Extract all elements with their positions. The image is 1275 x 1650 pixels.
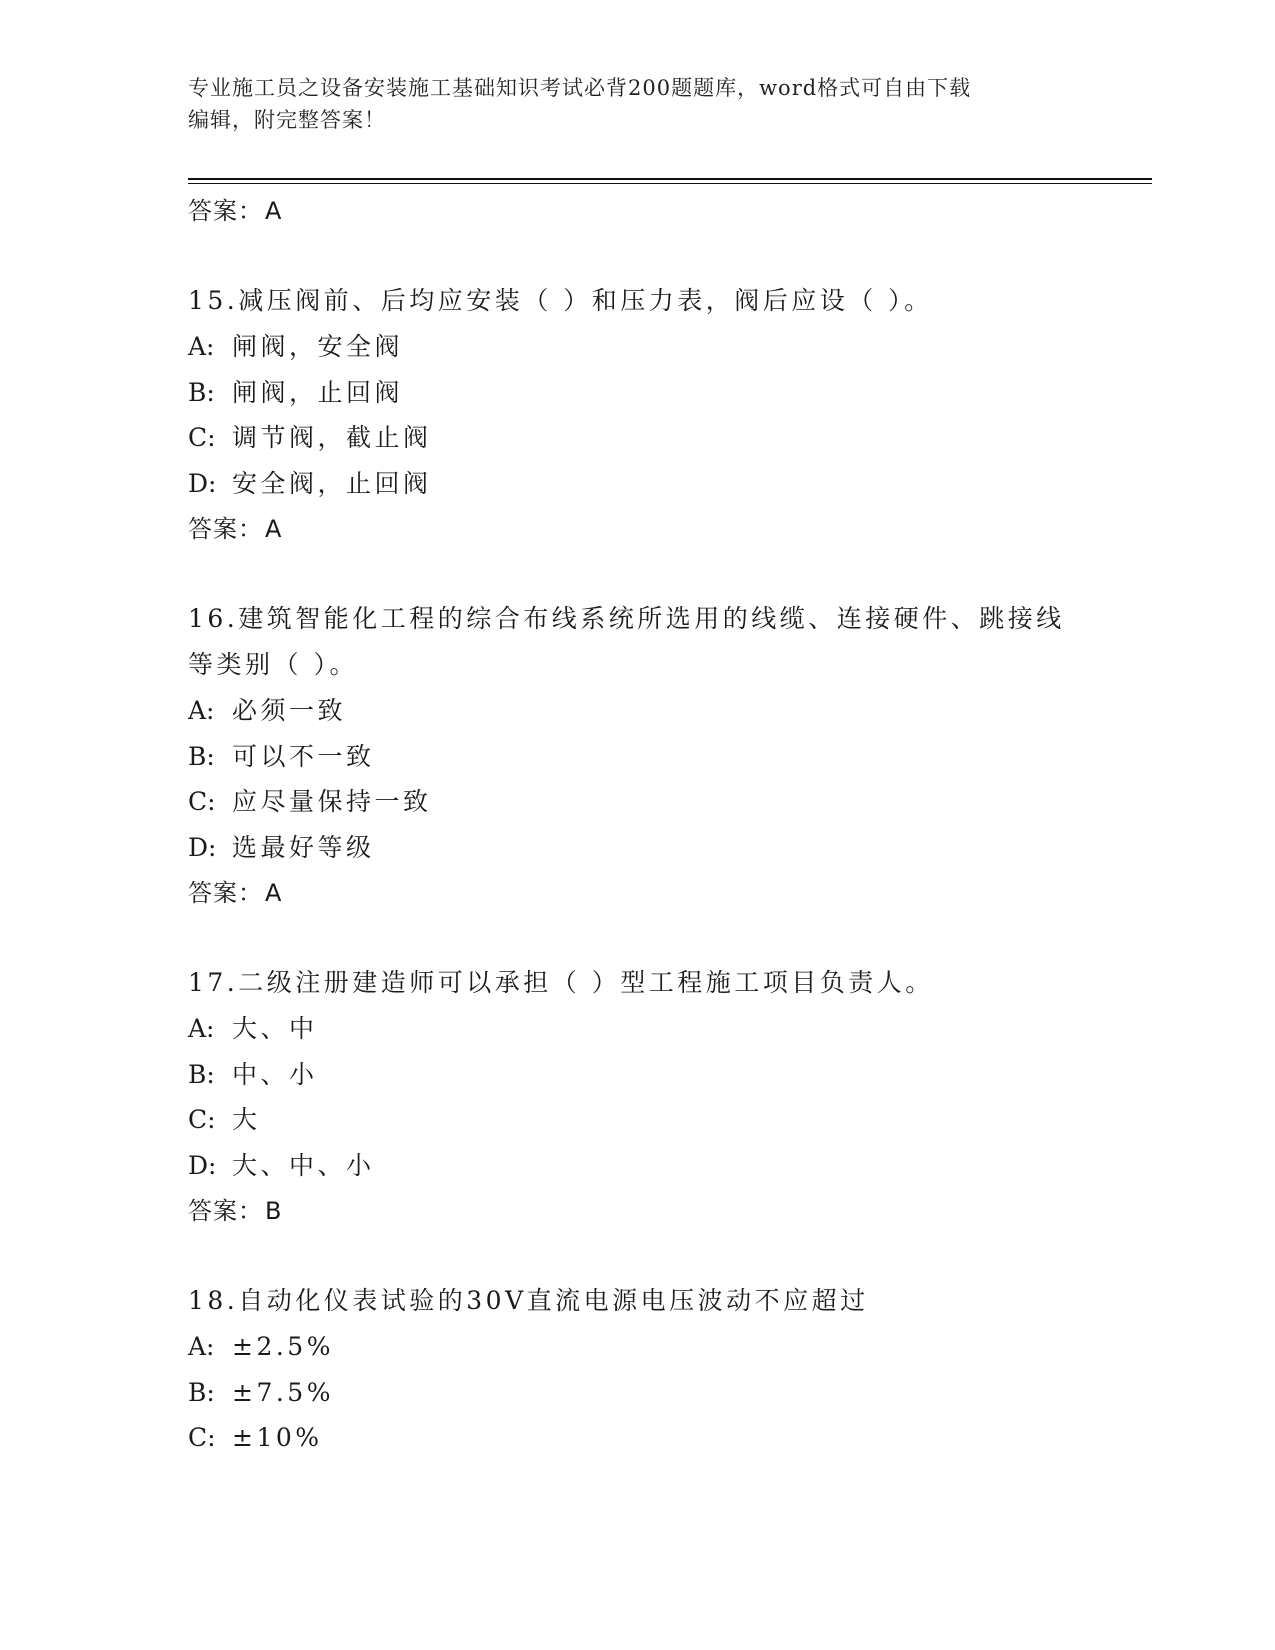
- answer-line: [188, 506, 1152, 552]
- answer-value: A: [265, 879, 283, 907]
- question-17: [188, 960, 1152, 1234]
- option-key: D:: [188, 468, 217, 498]
- question-15: [188, 278, 1152, 552]
- question-16: [188, 596, 1152, 916]
- option-key: C:: [188, 1105, 216, 1134]
- option-b: [188, 734, 1152, 780]
- header-divider-thin: [188, 183, 1152, 184]
- option-key: C:: [188, 787, 216, 816]
- option-d: [188, 1143, 1152, 1189]
- option-key: A:: [188, 1332, 215, 1361]
- option-key: D:: [188, 1150, 217, 1180]
- option-key: B:: [188, 741, 215, 771]
- option-d: [188, 825, 1152, 871]
- answer-line: [188, 870, 1152, 916]
- question-18: [188, 1278, 1152, 1461]
- option-text: 选最好等级: [232, 832, 375, 862]
- option-c: [188, 1415, 1152, 1461]
- answer-line: [188, 188, 1152, 234]
- option-a: [188, 688, 1152, 734]
- answer-value: A: [265, 197, 283, 225]
- option-key: A:: [188, 696, 215, 725]
- option-c: [188, 779, 1152, 825]
- answer-value: A: [265, 515, 283, 543]
- answer-label: 答案：: [188, 879, 263, 907]
- option-key: A:: [188, 1014, 215, 1043]
- option-a: [188, 1324, 1152, 1370]
- option-text: 闸阀，止回阀: [232, 377, 404, 407]
- answer-line: [188, 1188, 1152, 1234]
- option-c: [188, 415, 1152, 461]
- option-text: 大: [232, 1105, 261, 1134]
- option-key: B:: [188, 1377, 215, 1407]
- option-key: B:: [188, 1059, 215, 1089]
- header-title-line-1: 专业施工员之设备安装施工基础知识考试必背200题题库，word格式可自由下载: [188, 76, 972, 100]
- option-a: [188, 1006, 1152, 1052]
- option-text: ±10%: [232, 1423, 323, 1452]
- option-b: [188, 1052, 1152, 1098]
- answer-value: B: [265, 1197, 283, 1225]
- option-text: 闸阀，安全阀: [232, 332, 404, 361]
- option-text: 安全阀，止回阀: [232, 468, 432, 498]
- option-text: 中、小: [232, 1059, 318, 1089]
- option-text: 大、中、小: [232, 1150, 375, 1180]
- option-text: 可以不一致: [232, 741, 375, 771]
- option-a: [188, 324, 1152, 370]
- question-stem: 18.自动化仪表试验的30V直流电源电压波动不应超过: [188, 1286, 869, 1315]
- option-key: C:: [188, 423, 216, 452]
- option-b: [188, 1370, 1152, 1416]
- option-c: [188, 1097, 1152, 1143]
- option-key: D:: [188, 832, 217, 862]
- question-stem: 15.减压阀前、后均应安装（ ）和压力表，阀后应设（ ）。: [188, 286, 933, 315]
- option-key: A:: [188, 332, 215, 361]
- document-header: [188, 72, 1088, 136]
- question-stem: 17.二级注册建造师可以承担（ ）型工程施工项目负责人。: [188, 968, 934, 997]
- answer-label: 答案：: [188, 197, 263, 225]
- option-text: 大、中: [232, 1014, 318, 1043]
- option-text: 必须一致: [232, 696, 347, 725]
- option-text: 应尽量保持一致: [232, 787, 432, 816]
- header-divider: [188, 178, 1152, 180]
- header-title-line-2: 编辑，附完整答案！: [188, 108, 386, 132]
- answer-label: 答案：: [188, 515, 263, 543]
- option-text: ±2.5%: [232, 1332, 334, 1361]
- option-key: B:: [188, 377, 215, 407]
- option-d: [188, 461, 1152, 507]
- option-text: ±7.5%: [232, 1377, 334, 1407]
- question-list: [188, 188, 1152, 1461]
- option-b: [188, 370, 1152, 416]
- option-key: C:: [188, 1423, 216, 1452]
- answer-label: 答案：: [188, 1197, 263, 1225]
- question-stem: 16.建筑智能化工程的综合布线系统所选用的线缆、连接硬件、跳接线等类别（ ）。: [188, 604, 1065, 679]
- option-text: 调节阀，截止阀: [232, 423, 432, 452]
